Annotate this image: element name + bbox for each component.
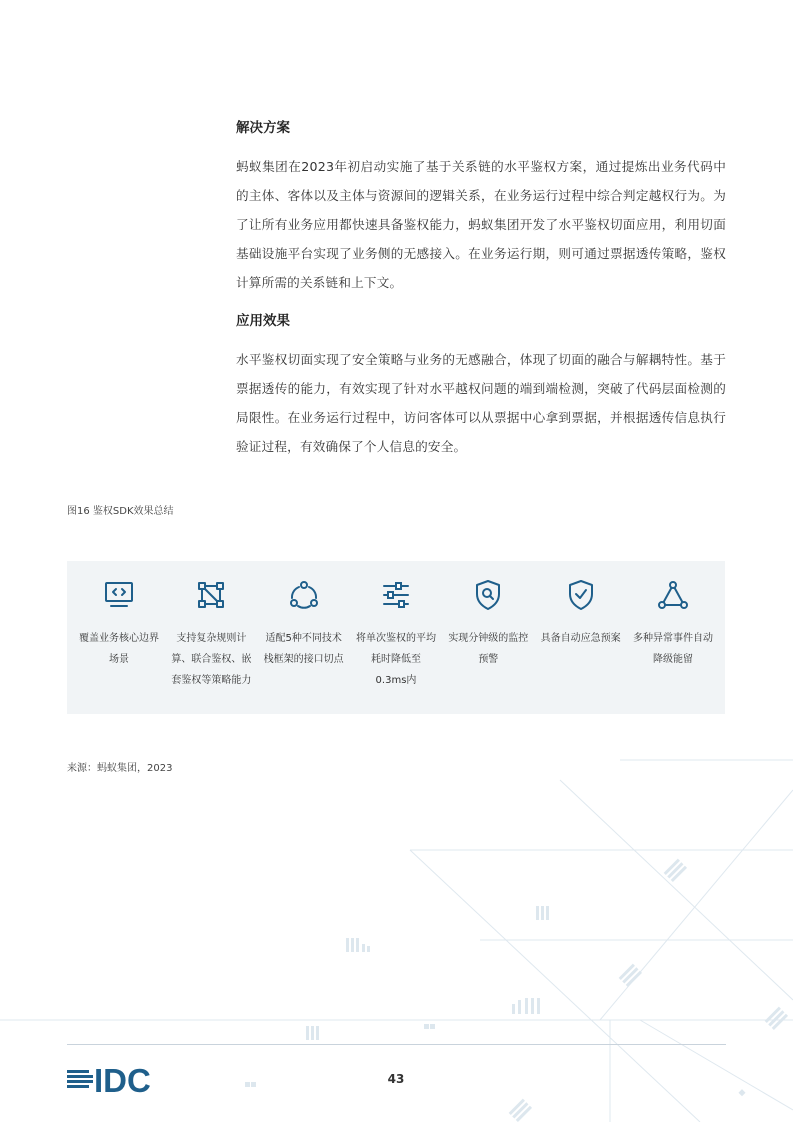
feature-item bbox=[171, 561, 251, 714]
feature-label: 实现分钟级的监控预警 bbox=[448, 633, 529, 665]
feature-item bbox=[356, 561, 436, 714]
shield-search-icon bbox=[471, 578, 505, 612]
idc-logo bbox=[67, 1062, 167, 1096]
feature-item bbox=[79, 561, 159, 714]
section-body-effect: 水平鉴权切面实现了安全策略与业务的无感融合，体现了切面的融合与解耦特性。基于票据透传的能力，有效实现了针对水平越权问题的端到端检测，突破了代码层面检测的局限性。在业务运行过程中，访问客体可以从票据中心拿到票据，并根据透传信息执行验证过程，有效确保了个人信息的安全。 bbox=[236, 352, 726, 454]
section-title-effect: 应用效果 bbox=[236, 313, 290, 329]
sliders-icon bbox=[379, 578, 413, 612]
logo-text: IDC bbox=[94, 1062, 151, 1096]
feature-label: 将单次鉴权的平均耗时降低至0.3ms内 bbox=[355, 633, 436, 686]
feature-item bbox=[633, 561, 713, 714]
page-number: 43 bbox=[387, 1072, 405, 1086]
network-nodes-icon bbox=[194, 578, 228, 612]
feature-item bbox=[541, 561, 621, 714]
feature-label: 支持复杂规则计算、联合鉴权、嵌套鉴权等策略能力 bbox=[171, 633, 252, 686]
shield-check-icon bbox=[564, 578, 598, 612]
section-title-solution: 解决方案 bbox=[236, 120, 290, 136]
feature-label: 适配5种不同技术栈框架的接口切点 bbox=[263, 633, 344, 665]
triangle-nodes-icon bbox=[656, 578, 690, 612]
section-body-solution: 蚂蚁集团在2023年初启动实施了基于关系链的水平鉴权方案，通过提炼出业务代码中的主体、客体以及主体与资源间的逻辑关系，在业务运行过程中综合判定越权行为。为了让所有业务应用都快速具备鉴权能力，蚂蚁集团开发了水平鉴权切面应用，利用切面基础设施平台实现了业务侧的无感接入。在业务运行期，则可通过票据透传策略，鉴权计算所需的关系链和上下文。 bbox=[236, 159, 726, 290]
feature-item bbox=[448, 561, 528, 714]
feature-label: 具备自动应急预案 bbox=[540, 633, 621, 644]
source-note: 来源：蚂蚁集团，2023 bbox=[67, 763, 173, 774]
footer-divider bbox=[67, 1044, 726, 1045]
cycle-nodes-icon bbox=[287, 578, 321, 612]
main-content bbox=[236, 118, 726, 475]
figure-caption: 图16 鉴权SDK效果总结 bbox=[67, 506, 174, 517]
monitor-code-icon bbox=[102, 578, 136, 612]
figure-features-panel bbox=[67, 561, 725, 714]
feature-item bbox=[264, 561, 344, 714]
feature-label: 多种异常事件自动降级能留 bbox=[632, 633, 713, 665]
feature-label: 覆盖业务核心边界场景 bbox=[79, 633, 159, 665]
